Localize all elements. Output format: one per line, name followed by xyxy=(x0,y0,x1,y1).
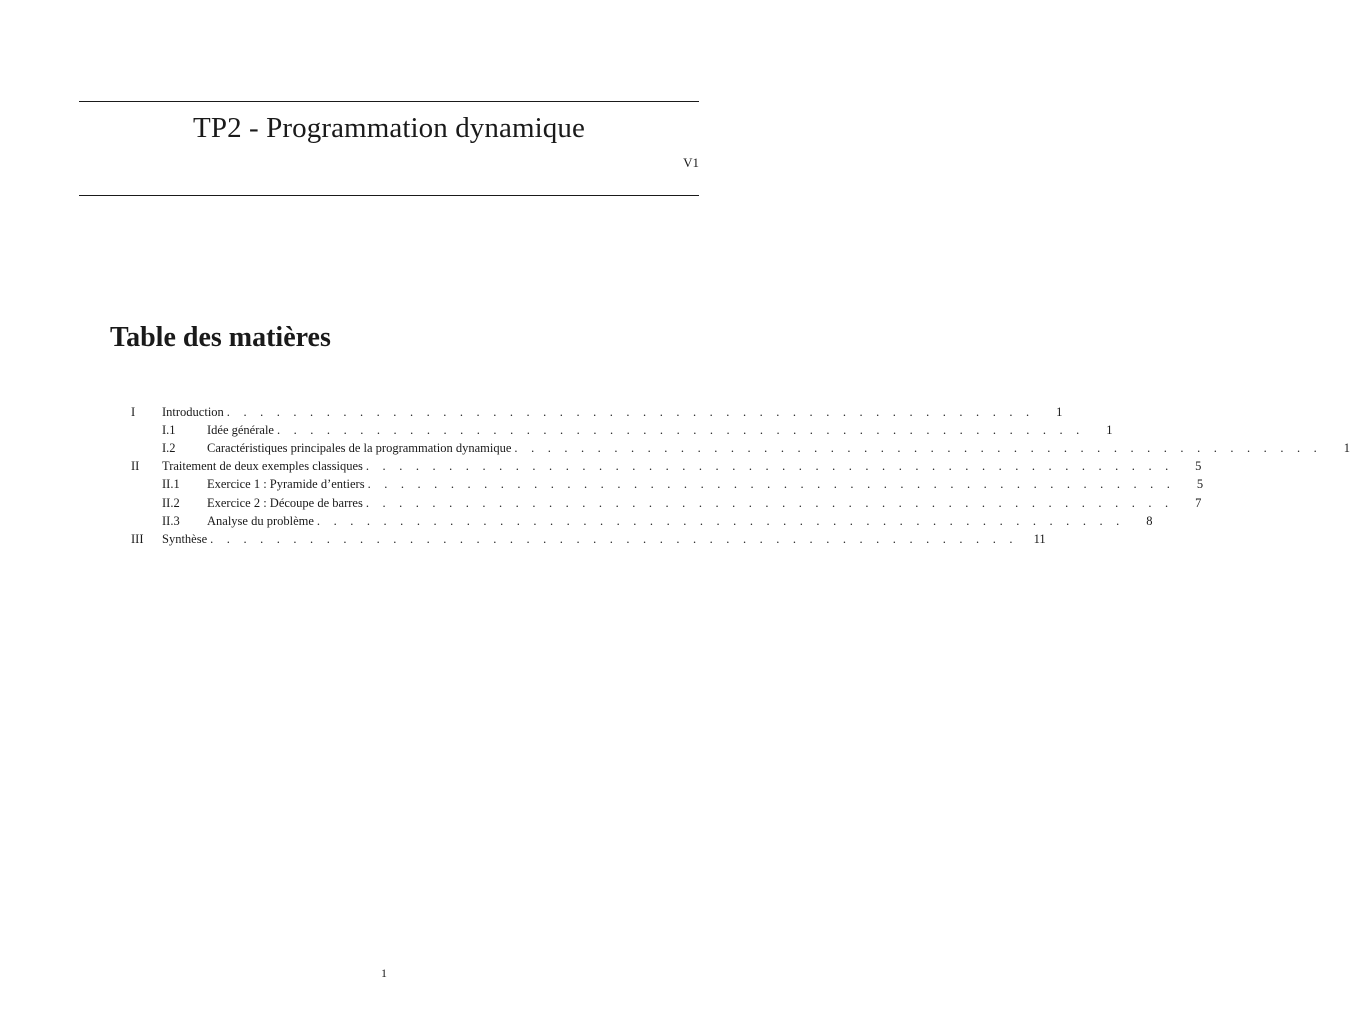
toc-entry-idee-generale[interactable] xyxy=(131,421,1113,439)
toc-entry-number: II.3 xyxy=(162,513,180,528)
toc-leader-dots: . . . . . . . . . . . . . . . . . . . . . . . . . . . . . . . . . . . . . . . . . . . . . . . . . xyxy=(316,513,1125,528)
toc-entry-page[interactable]: 11 xyxy=(1033,531,1046,546)
toc-entry-number: I xyxy=(131,404,136,419)
toc-entry-page[interactable]: 1 xyxy=(1106,422,1113,437)
toc-entry-number: I.2 xyxy=(162,440,176,455)
document-version: V1 xyxy=(683,155,699,170)
toc-entry-exercice-1[interactable] xyxy=(131,476,1204,494)
toc-leader-dots: . . . . . . . . . . . . . . . . . . . . . . . . . . . . . . . . . . . . . . . . . . . . . . . . . xyxy=(210,531,1018,546)
toc-leader-dots: . . . . . . . . . . . . . . . . . . . . . . . . . . . . . . . . . . . . . . . . . . . . . . . . . xyxy=(276,422,1085,437)
toc-entry-title[interactable]: Exercice 2 : Découpe de barres xyxy=(207,496,366,511)
toc-leader-dots: . . . . . . . . . . . . . . . . . . . . . . . . . . . . . . . . . . . . . . . . . . . . . . . . . xyxy=(365,459,1174,474)
toc-entry-title[interactable]: Caractéristiques principales de la programmation dynamique xyxy=(207,441,514,456)
document-title: TP2 - Programmation dynamique xyxy=(193,112,585,144)
title-bottom-rule xyxy=(79,195,699,196)
toc-heading: Table des matières xyxy=(110,322,331,353)
toc-entry-number: III xyxy=(131,531,144,546)
toc-leader-dots: . . . . . . . . . . . . . . . . . . . . . . . . . . . . . . . . . . . . . . . . . . . . . . . . . xyxy=(365,495,1174,510)
title-top-rule xyxy=(79,101,699,102)
toc-leader-dots: . . . . . . . . . . . . . . . . . . . . . . . . . . . . . . . . . . . . . . . . . . . . . . . . . xyxy=(367,477,1176,492)
toc-entry-analyse[interactable] xyxy=(131,512,1153,530)
toc-entry-number: I.1 xyxy=(162,422,176,437)
toc-leader-dots: . . . . . . . . . . . . . . . . . . . . . . . . . . . . . . . . . . . . . . . . . . . . . . . . . xyxy=(226,404,1035,419)
toc-entry-title[interactable]: Synthèse xyxy=(162,532,210,547)
table-of-contents xyxy=(131,403,1350,549)
toc-leader-dots: . . . . . . . . . . . . . . . . . . . . . . . . . . . . . . . . . . . . . . . . . . . . . . . . . xyxy=(514,440,1322,455)
toc-entry-page[interactable]: 8 xyxy=(1146,513,1153,528)
toc-entry-title[interactable]: Traitement de deux exemples classiques xyxy=(162,459,366,474)
toc-entry-page[interactable]: 5 xyxy=(1196,477,1204,492)
toc-entry-page[interactable]: 1 xyxy=(1056,404,1063,419)
toc-entry-caracteristiques[interactable] xyxy=(131,439,1350,457)
toc-entry-page[interactable]: 5 xyxy=(1195,459,1202,474)
toc-entry-page[interactable]: 7 xyxy=(1195,495,1202,510)
toc-entry-traitement[interactable] xyxy=(131,458,1202,476)
toc-entry-number: II xyxy=(131,459,140,474)
toc-entry-title[interactable]: Introduction xyxy=(162,405,227,420)
toc-entry-title[interactable]: Analyse du problème xyxy=(207,514,317,529)
page-number: 1 xyxy=(381,966,387,980)
toc-entry-number: II.1 xyxy=(162,477,180,492)
toc-entry-page[interactable]: 1 xyxy=(1343,440,1350,455)
toc-entry-number: II.2 xyxy=(162,495,180,510)
toc-entry-title[interactable]: Exercice 1 : Pyramide d’entiers xyxy=(207,477,368,492)
toc-entry-title[interactable]: Idée générale xyxy=(207,423,277,438)
toc-entry-introduction[interactable] xyxy=(131,403,1063,421)
toc-entry-synthese[interactable] xyxy=(131,530,1046,548)
toc-entry-exercice-2[interactable] xyxy=(131,494,1202,512)
